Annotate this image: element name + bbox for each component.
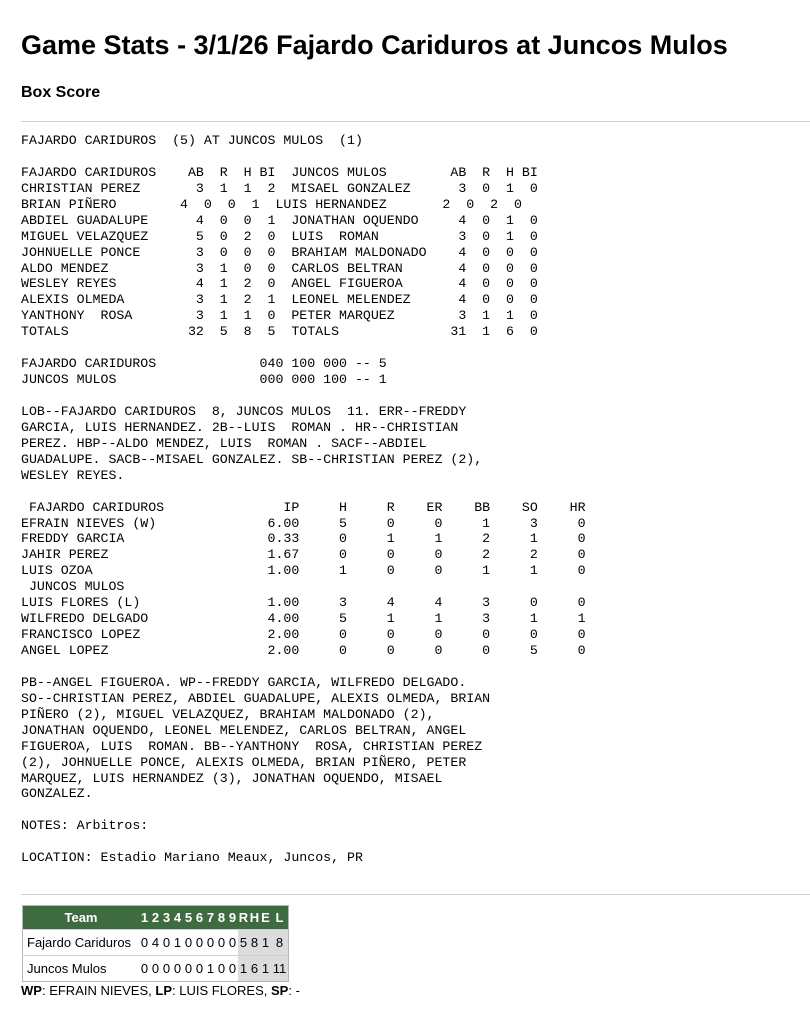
lob-cell: 8 [271, 930, 289, 956]
section-title-box-score: Box Score [21, 84, 101, 101]
inning-cell: 0 [172, 956, 183, 982]
box-score-line: FREDDY GARCIA 0.33 0 1 1 2 1 0 [21, 531, 586, 547]
inning-cell: 0 [150, 956, 161, 982]
box-score-line: PEREZ. HBP--ALDO MENDEZ, LUIS ROMAN . SACF--ABDIEL [21, 435, 427, 451]
header-inning-8: 8 [216, 906, 227, 930]
inning-cell: 1 [172, 930, 183, 956]
box-score-line: JAHIR PEREZ 1.67 0 0 0 2 2 0 [21, 547, 586, 563]
inning-cell: 0 [183, 930, 194, 956]
header-errors: E [260, 906, 271, 930]
box-score-line: PB--ANGEL FIGUEROA. WP--FREDDY GARCIA, WILFREDO DELGADO. [21, 674, 467, 690]
box-score-line: FAJARDO CARIDUROS 040 100 000 -- 5 [21, 356, 387, 372]
header-hits: H [249, 906, 260, 930]
inning-cell: 0 [161, 930, 172, 956]
box-score-line: MARQUEZ, LUIS HERNANDEZ (3), JONATHAN OQUENDO, MISAEL [21, 770, 443, 786]
inning-cell: 1 [205, 956, 216, 982]
box-score-line: LOB--FAJARDO CARIDUROS 8, JUNCOS MULOS 11. ERR--FREDDY [21, 403, 467, 419]
line-score-header-row [23, 906, 289, 930]
inning-cell: 0 [227, 956, 238, 982]
inning-cell: 0 [194, 956, 205, 982]
divider-top [21, 121, 810, 122]
save-pitcher: - [295, 983, 300, 998]
inning-cell: 0 [194, 930, 205, 956]
box-score-line: MIGUEL VELAZQUEZ 5 0 2 0 LUIS ROMAN 3 0 1 0 [21, 228, 538, 244]
losing-pitcher: LUIS FLORES [179, 983, 264, 998]
box-score-line: (2), JOHNUELLE PONCE, ALEXIS OLMEDA, BRIAN PIÑERO, PETER [21, 754, 467, 770]
box-score-line: FIGUEROA, LUIS ROMAN. BB--YANTHONY ROSA, CHRISTIAN PEREZ [21, 738, 483, 754]
inning-cell: 0 [139, 956, 150, 982]
header-team: Team [23, 906, 140, 930]
page-title: Game Stats - 3/1/26 Fajardo Cariduros at Juncos Mulos [21, 30, 728, 60]
header-inning-3: 3 [161, 906, 172, 930]
errors-cell: 1 [260, 956, 271, 982]
header-inning-5: 5 [183, 906, 194, 930]
inning-cell: 0 [161, 956, 172, 982]
wp-label: WP [21, 983, 42, 998]
runs-cell: 5 [238, 930, 249, 956]
box-score-line: ALEXIS OLMEDA 3 1 2 1 LEONEL MELENDEZ 4 0 0 0 [21, 292, 538, 308]
inning-cell: 0 [139, 930, 150, 956]
box-score-text [21, 133, 586, 866]
hits-cell: 8 [249, 930, 260, 956]
box-score-line: FAJARDO CARIDUROS AB R H BI JUNCOS MULOS AB R H BI [21, 164, 538, 180]
errors-cell: 1 [260, 930, 271, 956]
box-score-line: GARCIA, LUIS HERNANDEZ. 2B--LUIS ROMAN . HR--CHRISTIAN [21, 419, 459, 435]
box-score-line: LUIS OZOA 1.00 1 0 0 1 1 0 [21, 563, 586, 579]
line-score-row-away [23, 930, 289, 956]
box-score-line: FAJARDO CARIDUROS (5) AT JUNCOS MULOS (1) [21, 133, 363, 148]
box-score-line: PIÑERO (2), MIGUEL VELAZQUEZ, BRAHIAM MALDONADO (2), [21, 706, 435, 722]
pitcher-decisions: WP: EFRAIN NIEVES, LP: LUIS FLORES, SP: - [21, 983, 300, 998]
header-inning-4: 4 [172, 906, 183, 930]
box-score-line: ALDO MENDEZ 3 1 0 0 CARLOS BELTRAN 4 0 0 0 [21, 260, 538, 276]
box-score-line: TOTALS 32 5 8 5 TOTALS 31 1 6 0 [21, 324, 538, 340]
box-score-line: WESLEY REYES 4 1 2 0 ANGEL FIGUEROA 4 0 0 0 [21, 276, 538, 292]
header-inning-6: 6 [194, 906, 205, 930]
header-inning-1: 1 [139, 906, 150, 930]
box-score-line: GUADALUPE. SACB--MISAEL GONZALEZ. SB--CHRISTIAN PEREZ (2), [21, 451, 483, 467]
box-score-line: EFRAIN NIEVES (W) 6.00 5 0 0 1 3 0 [21, 515, 586, 531]
box-score-line: ABDIEL GUADALUPE 4 0 0 1 JONATHAN OQUENDO 4 0 1 0 [21, 212, 538, 228]
header-lob: L [271, 906, 289, 930]
header-inning-2: 2 [150, 906, 161, 930]
box-score-line: SO--CHRISTIAN PEREZ, ABDIEL GUADALUPE, ALEXIS OLMEDA, BRIAN [21, 690, 491, 706]
box-score-line: JOHNUELLE PONCE 3 0 0 0 BRAHIAM MALDONADO 4 0 0 0 [21, 244, 538, 260]
inning-cell: 4 [150, 930, 161, 956]
box-score-line: LUIS FLORES (L) 1.00 3 4 4 3 0 0 [21, 595, 586, 611]
line-score-table [22, 905, 289, 982]
box-score-line: FAJARDO CARIDUROS IP H R ER BB SO HR [21, 499, 586, 515]
box-score-line: CHRISTIAN PEREZ 3 1 1 2 MISAEL GONZALEZ 3 0 1 0 [21, 180, 538, 196]
box-score-line: JONATHAN OQUENDO, LEONEL MELENDEZ, CARLOS BELTRAN, ANGEL [21, 722, 467, 738]
header-inning-9: 9 [227, 906, 238, 930]
box-score-line: YANTHONY ROSA 3 1 1 0 PETER MARQUEZ 3 1 1 0 [21, 308, 538, 324]
box-score-line: JUNCOS MULOS [21, 579, 125, 595]
divider-bottom [21, 894, 810, 895]
winning-pitcher: EFRAIN NIEVES [49, 983, 149, 998]
team-name: Juncos Mulos [23, 956, 140, 982]
inning-cell: 0 [216, 956, 227, 982]
line-score-row-home [23, 956, 289, 982]
lob-cell: 11 [271, 956, 289, 982]
lp-label: LP [155, 983, 173, 998]
hits-cell: 6 [249, 956, 260, 982]
box-score-line: ANGEL LOPEZ 2.00 0 0 0 0 5 0 [21, 643, 586, 658]
team-name: Fajardo Cariduros [23, 930, 140, 956]
box-score-line: FRANCISCO LOPEZ 2.00 0 0 0 0 0 0 [21, 627, 586, 643]
inning-cell: 0 [216, 930, 227, 956]
inning-cell: 0 [183, 956, 194, 982]
box-score-line: JUNCOS MULOS 000 000 100 -- 1 [21, 372, 387, 388]
header-runs: R [238, 906, 249, 930]
box-score-line: NOTES: Arbitros: [21, 818, 149, 834]
inning-cell: 0 [227, 930, 238, 956]
box-score-line: LOCATION: Estadio Mariano Meaux, Juncos, PR [21, 850, 363, 866]
runs-cell: 1 [238, 956, 249, 982]
sp-label: SP [271, 983, 289, 998]
header-inning-7: 7 [205, 906, 216, 930]
box-score-line: WILFREDO DELGADO 4.00 5 1 1 3 1 1 [21, 611, 586, 627]
box-score-line: WESLEY REYES. [21, 467, 125, 483]
box-score-line: GONZALEZ. [21, 786, 93, 802]
inning-cell: 0 [205, 930, 216, 956]
box-score-line: BRIAN PIÑERO 4 0 0 1 LUIS HERNANDEZ 2 0 2 0 [21, 196, 522, 212]
